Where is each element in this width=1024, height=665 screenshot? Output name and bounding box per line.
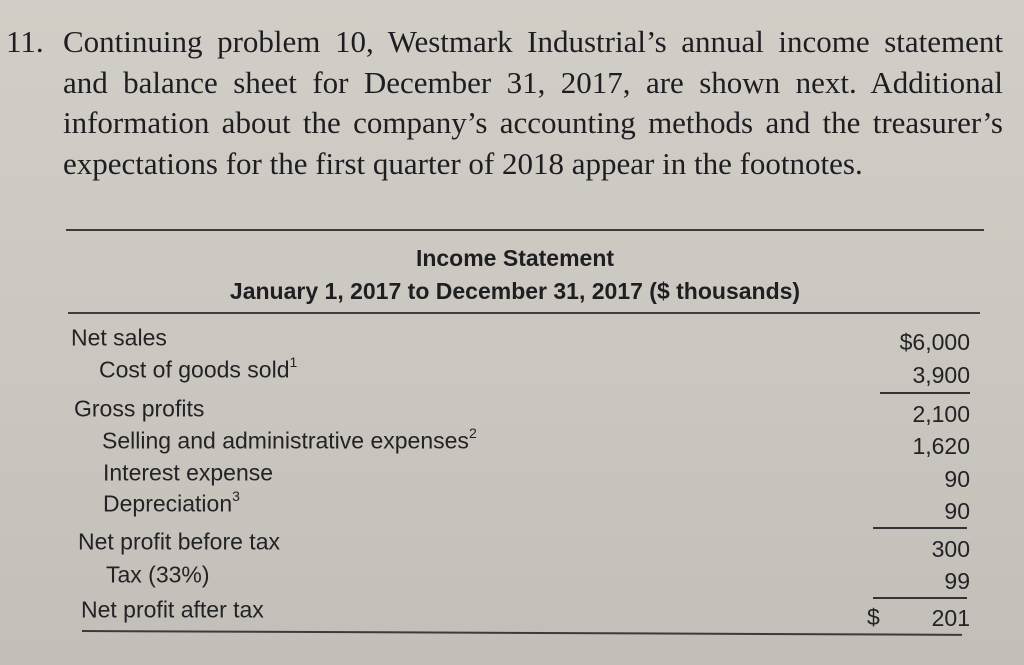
amount-net-profit-after-tax: 201 bbox=[931, 605, 970, 631]
statement-title: Income Statement bbox=[415, 245, 615, 271]
section-divider bbox=[66, 229, 984, 231]
problem-paragraph bbox=[6, 22, 1006, 184]
row-label-selling-admin: Selling and administrative expenses$^2$ bbox=[102, 425, 477, 454]
amount-net-profit-before-tax: 300 bbox=[931, 536, 970, 562]
row-label-net-profit-before-tax: Net profit before tax bbox=[78, 528, 280, 555]
currency-symbol: $ bbox=[867, 604, 880, 630]
amount-cost-of-goods-sold: 3,900 bbox=[912, 362, 970, 388]
row-label-gross-profits: Gross profits bbox=[74, 395, 205, 422]
amount-interest-expense: 90 bbox=[944, 466, 970, 492]
amount-tax: 99 bbox=[944, 568, 970, 594]
row-label-cost-of-goods-sold: Cost of goods sold$^1$ bbox=[99, 354, 298, 383]
statement-period: January 1, 2017 to December 31, 2017 ($ thousands) bbox=[229, 278, 801, 304]
amount-gross-profits: 2,100 bbox=[912, 401, 970, 427]
amount-depreciation: 90 bbox=[944, 498, 970, 524]
header-rule bbox=[68, 312, 980, 314]
row-label-net-sales: Net sales bbox=[71, 324, 167, 351]
amount-net-sales: $6,000 bbox=[899, 329, 970, 355]
amount-selling-admin: 1,620 bbox=[912, 433, 970, 459]
problem-text: Continuing problem 10, Westmark Industrial’s annual income statement and balance sheet for December 31, 2017, are shown next. Additional information about the company’s accounting methods and the treasurer’s expectations for the first quarter of 2018 appear in the footnotes. bbox=[63, 24, 1003, 181]
subtotal-rule bbox=[873, 597, 967, 599]
row-label-depreciation: Depreciation$^3$ bbox=[103, 488, 240, 517]
problem-number: 11. bbox=[6, 24, 44, 59]
row-label-tax: Tax (33%) bbox=[106, 561, 210, 588]
row-label-interest-expense: Interest expense bbox=[103, 459, 274, 486]
row-label-net-profit-after-tax: Net profit after tax bbox=[81, 596, 264, 623]
subtotal-rule bbox=[880, 392, 970, 394]
subtotal-rule bbox=[873, 527, 967, 529]
